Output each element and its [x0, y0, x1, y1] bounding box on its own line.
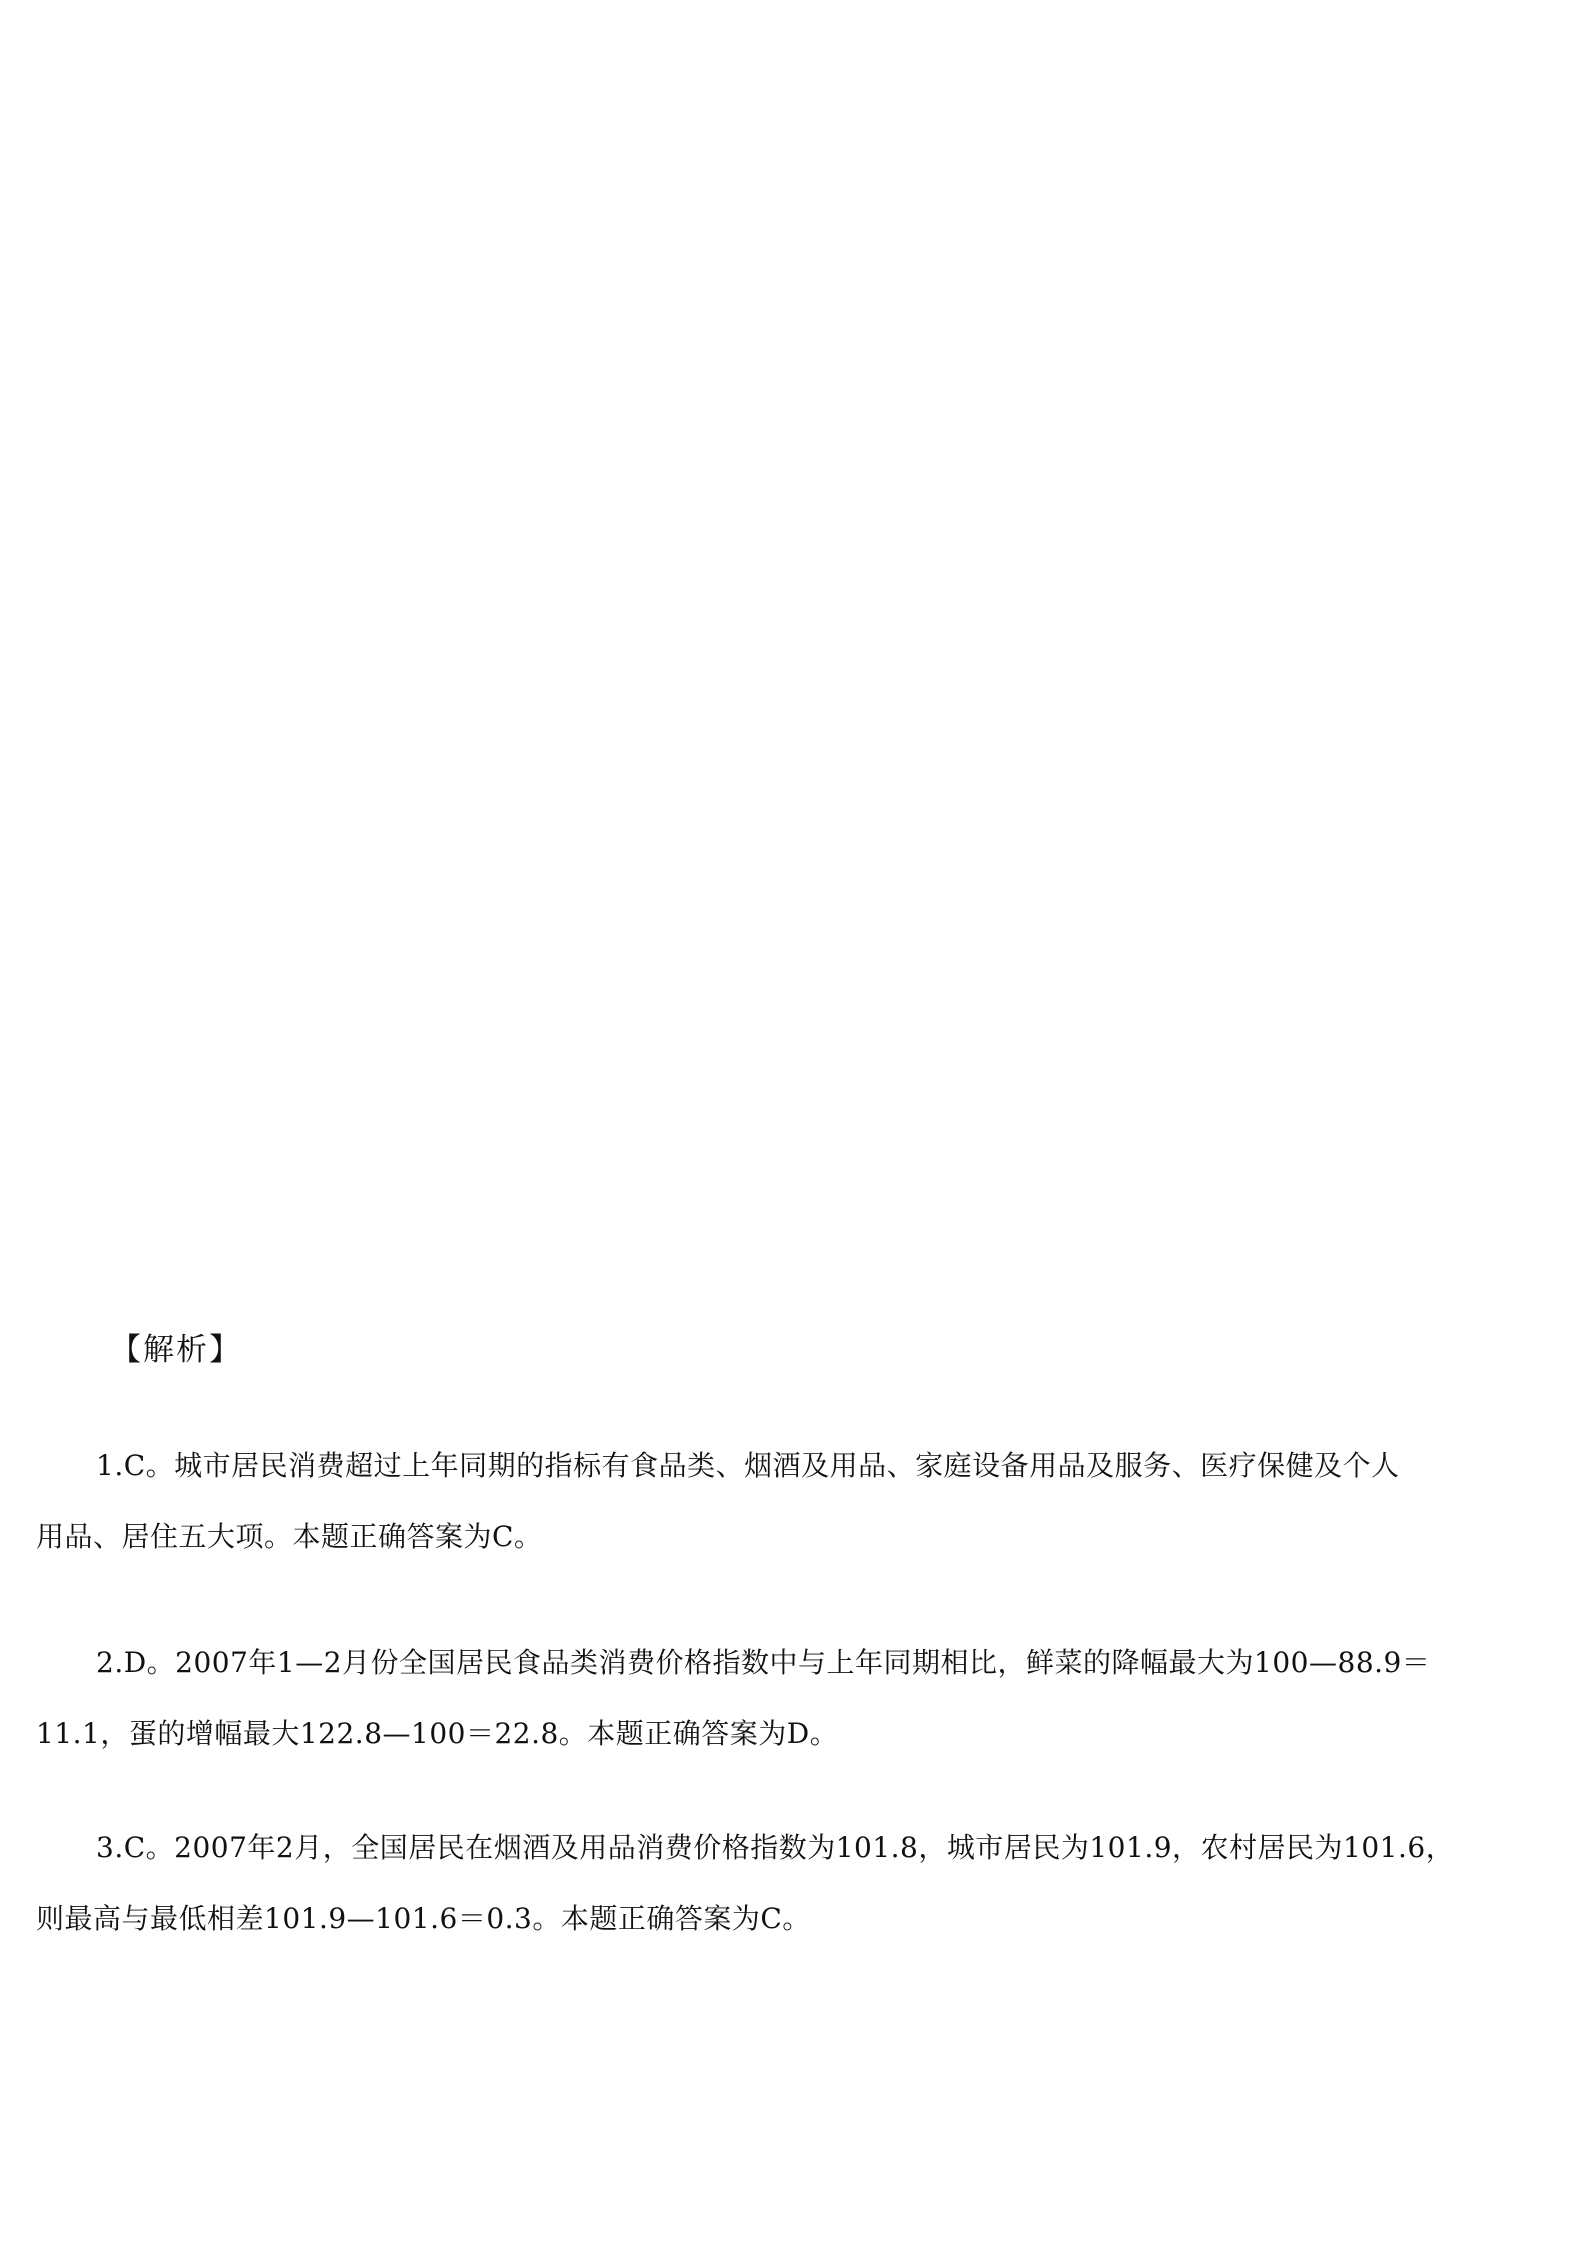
analysis-heading: 【解析】 — [110, 1332, 242, 1368]
answer-1-line-1: 1.C。城市居民消费超过上年同期的指标有食品类、烟酒及用品、家庭设备用品及服务、医疗保健及个人 — [96, 1449, 1400, 1482]
answer-paragraph-2 — [36, 1627, 1556, 1769]
answer-paragraph-1 — [36, 1430, 1556, 1572]
answer-2-line-1: 2.D。2007年1—2月份全国居民食品类消费价格指数中与上年同期相比，鲜菜的降幅最大为100—88.9＝ — [96, 1646, 1431, 1679]
answer-paragraph-3 — [36, 1812, 1556, 1954]
answer-3-line-1: 3.C。2007年2月，全国居民在烟酒及用品消费价格指数为101.8，城市居民为101.9，农村居民为101.6， — [96, 1831, 1455, 1864]
answer-1-line-2: 用品、居住五大项。本题正确答案为C。 — [36, 1520, 543, 1553]
answer-2-line-2: 11.1，蛋的增幅最大122.8—100＝22.8。本题正确答案为D。 — [36, 1717, 839, 1750]
answer-3-line-2: 则最高与最低相差101.9—101.6＝0.3。本题正确答案为C。 — [36, 1902, 811, 1935]
